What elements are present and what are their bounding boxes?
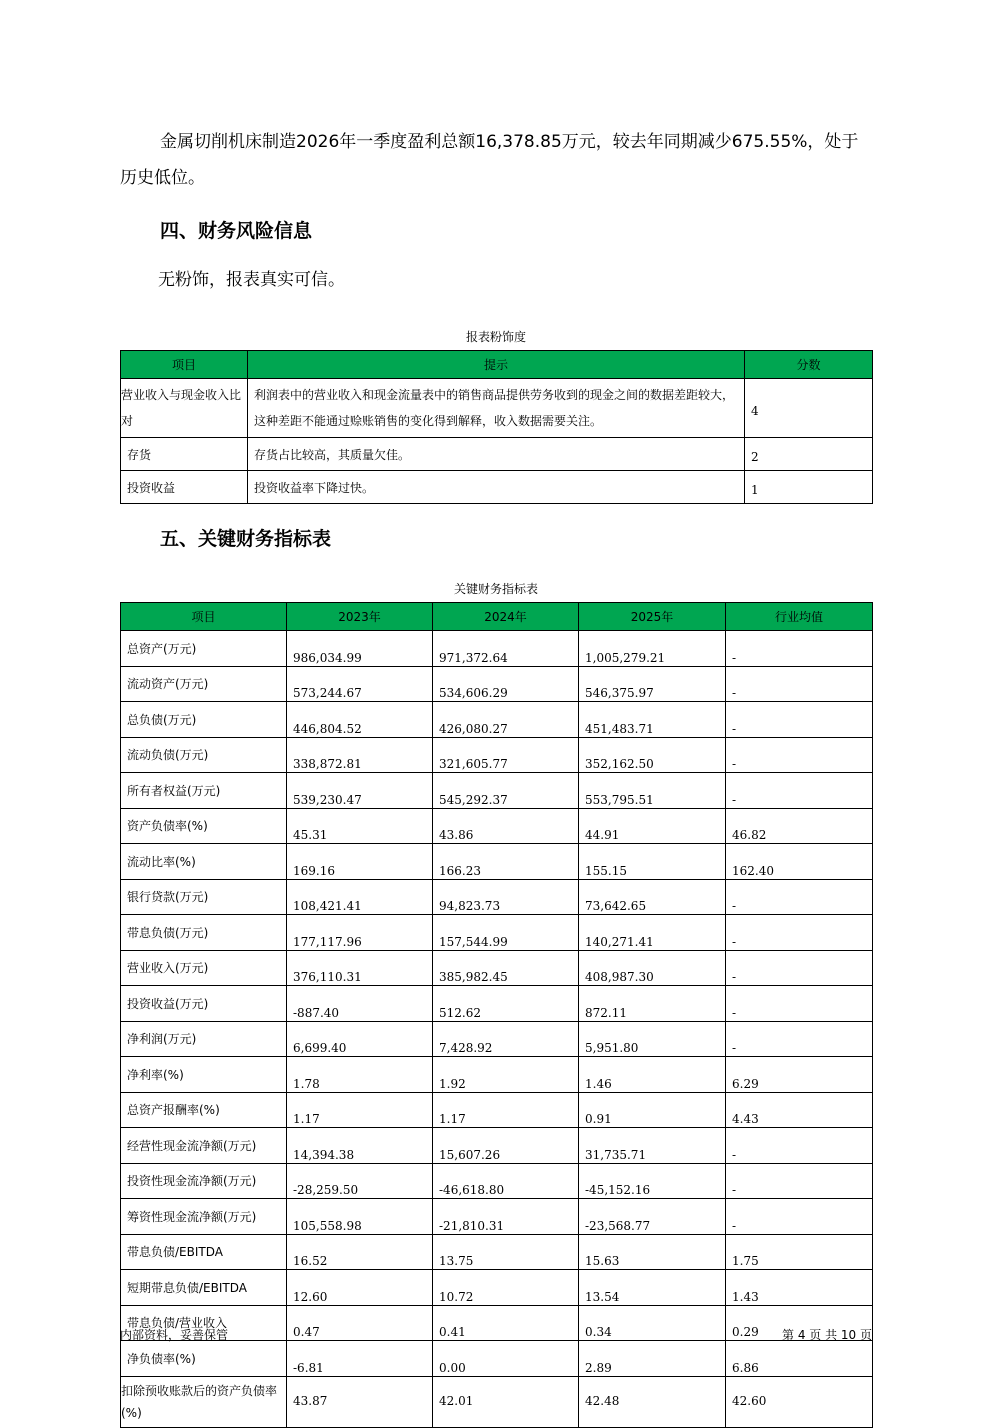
kpi-value-2024: 534,606.29 — [433, 666, 579, 702]
kpi-value-2024: 321,605.77 — [433, 737, 579, 773]
kpi-value-industry-avg: - — [726, 631, 873, 667]
kpi-value-2023: 12.60 — [287, 1270, 433, 1306]
footer-confidential: 内部资料，妥善保管 — [120, 1328, 229, 1342]
kpi-value-industry-avg: - — [726, 1163, 873, 1199]
kpi-header-2025: 2025年 — [579, 603, 726, 631]
kpi-value-2024: 545,292.37 — [433, 773, 579, 809]
financial-risk-text: 无粉饰，报表真实可信。 — [158, 270, 345, 290]
kpi-value-2025: 546,375.97 — [579, 666, 726, 702]
risk-header-score: 分数 — [745, 351, 873, 379]
kpi-header-2023: 2023年 — [287, 603, 433, 631]
table-row — [121, 808, 873, 844]
risk-hint: 存货占比较高，其质量欠佳。 — [248, 438, 745, 471]
table-row — [121, 950, 873, 986]
kpi-item-label: 筹资性现金流净额(万元) — [121, 1199, 287, 1235]
kpi-item-label: 流动比率(%) — [121, 844, 287, 880]
kpi-item-label: 资产负债率(%) — [121, 808, 287, 844]
kpi-item-label: 营业收入(万元) — [121, 950, 287, 986]
kpi-item-label: 净利润(万元) — [121, 1021, 287, 1057]
kpi-value-industry-avg: 6.86 — [726, 1341, 873, 1377]
table-row — [121, 986, 873, 1022]
kpi-item-label: 短期带息负债/EBITDA — [121, 1270, 287, 1306]
kpi-value-2025: 451,483.71 — [579, 702, 726, 738]
kpi-value-2023: 105,558.98 — [287, 1199, 433, 1235]
kpi-value-2023: 169.16 — [287, 844, 433, 880]
kpi-item-label: 净利率(%) — [121, 1057, 287, 1093]
risk-table-caption: 报表粉饰度 — [465, 330, 526, 344]
kpi-value-2023: 177,117.96 — [287, 915, 433, 951]
risk-score: 2 — [745, 438, 873, 471]
table-row — [121, 773, 873, 809]
kpi-value-industry-avg: 1.75 — [726, 1234, 873, 1270]
kpi-value-2023: 986,034.99 — [287, 631, 433, 667]
kpi-value-2024: 7,428.92 — [433, 1021, 579, 1057]
kpi-value-2025: 155.15 — [579, 844, 726, 880]
kpi-value-2025: 42.48 — [579, 1376, 726, 1427]
kpi-value-2024: 42.01 — [433, 1376, 579, 1427]
table-row — [121, 1305, 873, 1341]
kpi-value-2025: 15.63 — [579, 1234, 726, 1270]
kpi-value-industry-avg: 42.60 — [726, 1376, 873, 1427]
kpi-value-2025: 31,735.71 — [579, 1128, 726, 1164]
kpi-item-label: 扣除预收账款后的资产负债率(%) — [121, 1376, 287, 1427]
kpi-value-industry-avg: - — [726, 773, 873, 809]
kpi-value-2025: 0.91 — [579, 1092, 726, 1128]
table-row — [121, 737, 873, 773]
kpi-item-label: 总资产(万元) — [121, 631, 287, 667]
kpi-value-2023: 376,110.31 — [287, 950, 433, 986]
kpi-value-industry-avg: - — [726, 1128, 873, 1164]
kpi-item-label: 经营性现金流净额(万元) — [121, 1128, 287, 1164]
kpi-item-label: 总负债(万元) — [121, 702, 287, 738]
kpi-value-2023: 14,394.38 — [287, 1128, 433, 1164]
kpi-value-industry-avg: - — [726, 666, 873, 702]
table-row — [121, 879, 873, 915]
kpi-value-2024: 94,823.73 — [433, 879, 579, 915]
kpi-value-2024: 0.41 — [433, 1305, 579, 1341]
kpi-value-industry-avg: 1.43 — [726, 1270, 873, 1306]
kpi-table-header-row — [121, 603, 873, 631]
kpi-item-label: 总资产报酬率(%) — [121, 1092, 287, 1128]
kpi-item-label: 带息负债/营业收入 — [121, 1305, 287, 1341]
kpi-header-2024: 2024年 — [433, 603, 579, 631]
kpi-item-label: 流动负债(万元) — [121, 737, 287, 773]
risk-header-item: 项目 — [121, 351, 248, 379]
table-row — [121, 1270, 873, 1306]
kpi-value-2023: 6,699.40 — [287, 1021, 433, 1057]
table-row — [121, 915, 873, 951]
kpi-value-industry-avg: - — [726, 986, 873, 1022]
kpi-value-industry-avg: 4.43 — [726, 1092, 873, 1128]
kpi-value-2025: 44.91 — [579, 808, 726, 844]
kpi-value-2023: 446,804.52 — [287, 702, 433, 738]
kpi-value-2025: -45,152.16 — [579, 1163, 726, 1199]
kpi-value-2024: 15,607.26 — [433, 1128, 579, 1164]
kpi-table — [120, 602, 873, 1428]
section-heading-key-indicators: 五、关键财务指标表 — [160, 528, 332, 550]
kpi-value-2023: -6.81 — [287, 1341, 433, 1377]
table-row — [121, 1057, 873, 1093]
risk-header-hint: 提示 — [248, 351, 745, 379]
kpi-value-2024: 166.23 — [433, 844, 579, 880]
table-row — [121, 471, 873, 504]
kpi-value-industry-avg: - — [726, 702, 873, 738]
kpi-value-2024: 971,372.64 — [433, 631, 579, 667]
kpi-value-2023: 43.87 — [287, 1376, 433, 1427]
kpi-value-industry-avg: 46.82 — [726, 808, 873, 844]
kpi-header-industry-avg: 行业均值 — [726, 603, 873, 631]
kpi-value-2025: 2.89 — [579, 1341, 726, 1377]
kpi-table-caption: 关键财务指标表 — [453, 582, 538, 596]
kpi-value-2025: 872.11 — [579, 986, 726, 1022]
table-row — [121, 666, 873, 702]
kpi-value-industry-avg: - — [726, 915, 873, 951]
kpi-value-2025: 5,951.80 — [579, 1021, 726, 1057]
kpi-value-industry-avg: - — [726, 950, 873, 986]
kpi-value-2023: 16.52 — [287, 1234, 433, 1270]
table-row-last — [121, 1376, 873, 1427]
kpi-value-2025: 352,162.50 — [579, 737, 726, 773]
kpi-item-label: 银行贷款(万元) — [121, 879, 287, 915]
kpi-value-industry-avg: - — [726, 737, 873, 773]
table-row — [121, 702, 873, 738]
kpi-value-2025: 408,987.30 — [579, 950, 726, 986]
kpi-value-2025: 1.46 — [579, 1057, 726, 1093]
kpi-item-label: 投资收益(万元) — [121, 986, 287, 1022]
risk-table-header-row — [121, 351, 873, 379]
table-row — [121, 1021, 873, 1057]
kpi-value-2024: 0.00 — [433, 1341, 579, 1377]
footer-page-number: 第 4 页 共 10 页 — [782, 1328, 872, 1342]
kpi-value-industry-avg: - — [726, 1199, 873, 1235]
kpi-value-2024: 13.75 — [433, 1234, 579, 1270]
table-row — [121, 1092, 873, 1128]
table-row — [121, 1234, 873, 1270]
kpi-value-2025: 13.54 — [579, 1270, 726, 1306]
kpi-value-industry-avg: - — [726, 1021, 873, 1057]
kpi-value-2024: 385,982.45 — [433, 950, 579, 986]
kpi-value-2024: 157,544.99 — [433, 915, 579, 951]
kpi-value-2023: -28,259.50 — [287, 1163, 433, 1199]
risk-table — [120, 350, 873, 504]
table-row — [121, 1128, 873, 1164]
kpi-value-2023: 1.78 — [287, 1057, 433, 1093]
kpi-value-2025: 0.34 — [579, 1305, 726, 1341]
kpi-value-2023: 338,872.81 — [287, 737, 433, 773]
kpi-value-2023: 1.17 — [287, 1092, 433, 1128]
kpi-value-2025: 553,795.51 — [579, 773, 726, 809]
kpi-value-2025: -23,568.77 — [579, 1199, 726, 1235]
kpi-value-2024: 1.92 — [433, 1057, 579, 1093]
kpi-value-industry-avg: - — [726, 879, 873, 915]
kpi-value-2023: 45.31 — [287, 808, 433, 844]
table-row — [121, 438, 873, 471]
kpi-value-2024: -21,810.31 — [433, 1199, 579, 1235]
kpi-value-2025: 73,642.65 — [579, 879, 726, 915]
table-row — [121, 1163, 873, 1199]
kpi-value-2024: -46,618.80 — [433, 1163, 579, 1199]
kpi-value-2024: 512.62 — [433, 986, 579, 1022]
table-row — [121, 844, 873, 880]
kpi-value-industry-avg: 0.29 — [726, 1305, 873, 1341]
risk-score: 4 — [745, 379, 873, 438]
kpi-value-2023: -887.40 — [287, 986, 433, 1022]
kpi-item-label: 流动资产(万元) — [121, 666, 287, 702]
kpi-value-industry-avg: 162.40 — [726, 844, 873, 880]
risk-item: 投资收益 — [121, 471, 248, 504]
kpi-item-label: 净负债率(%) — [121, 1341, 287, 1377]
kpi-value-industry-avg: 6.29 — [726, 1057, 873, 1093]
risk-score: 1 — [745, 471, 873, 504]
kpi-item-label: 带息负债/EBITDA — [121, 1234, 287, 1270]
kpi-value-2023: 108,421.41 — [287, 879, 433, 915]
intro-paragraph: 金属切削机床制造2026年一季度盈利总额16,378.85万元，较去年同期减少675.55%，处于历史低位。 — [120, 132, 859, 188]
section-heading-financial-risk: 四、财务风险信息 — [160, 220, 313, 242]
risk-item: 存货 — [121, 438, 248, 471]
kpi-value-2024: 1.17 — [433, 1092, 579, 1128]
risk-item: 营业收入与现金收入比对 — [121, 379, 248, 438]
kpi-value-2024: 426,080.27 — [433, 702, 579, 738]
kpi-value-2023: 573,244.67 — [287, 666, 433, 702]
kpi-value-2023: 539,230.47 — [287, 773, 433, 809]
table-row — [121, 379, 873, 438]
table-row — [121, 1341, 873, 1377]
kpi-value-2024: 43.86 — [433, 808, 579, 844]
kpi-value-2025: 140,271.41 — [579, 915, 726, 951]
kpi-value-2023: 0.47 — [287, 1305, 433, 1341]
kpi-item-label: 投资性现金流净额(万元) — [121, 1163, 287, 1199]
kpi-item-label: 所有者权益(万元) — [121, 773, 287, 809]
table-row — [121, 1199, 873, 1235]
kpi-item-label: 带息负债(万元) — [121, 915, 287, 951]
risk-hint: 利润表中的营业收入和现金流量表中的销售商品提供劳务收到的现金之间的数据差距较大，这种差距不能通过赊账销售的变化得到解释，收入数据需要关注。 — [248, 379, 745, 438]
table-row — [121, 631, 873, 667]
risk-hint: 投资收益率下降过快。 — [248, 471, 745, 504]
kpi-header-item: 项目 — [121, 603, 287, 631]
kpi-value-2024: 10.72 — [433, 1270, 579, 1306]
kpi-value-2025: 1,005,279.21 — [579, 631, 726, 667]
